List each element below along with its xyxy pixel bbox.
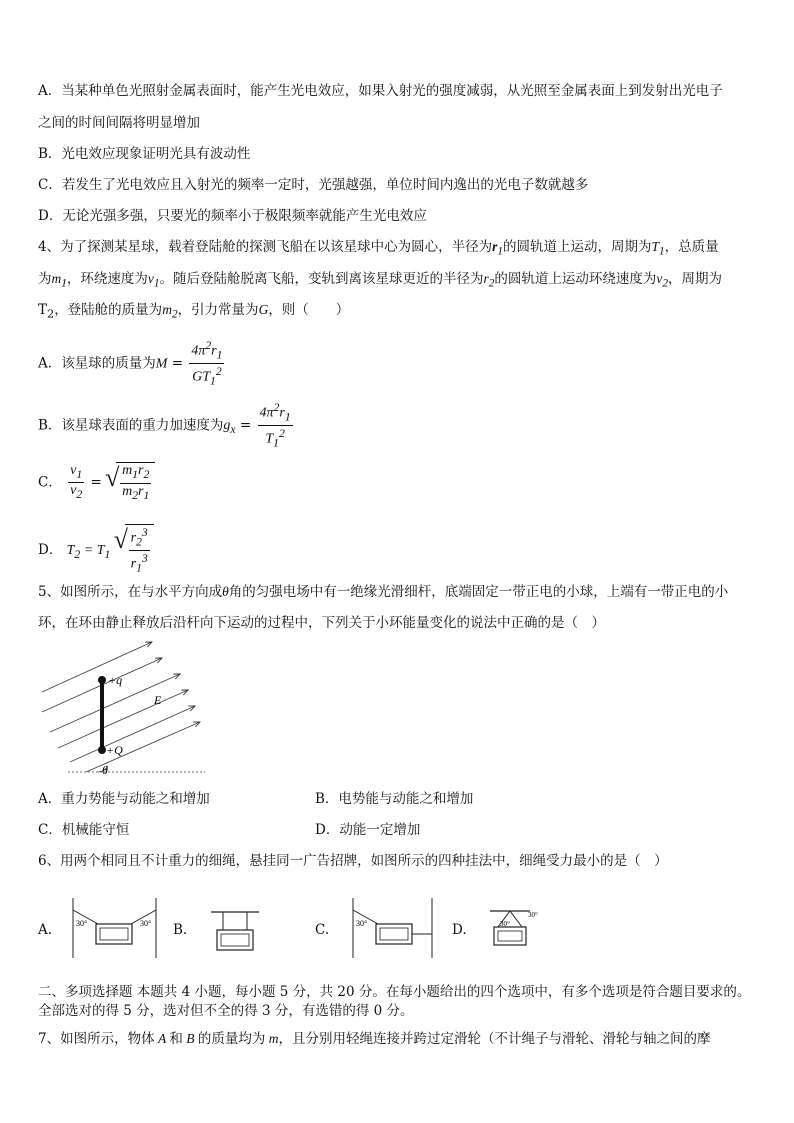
label-q: +q xyxy=(108,673,123,687)
q3-option-a-line1: A．当某种单色光照射金属表面时，能产生光电效应，如果入射光的强度减弱，从光照至金属表面上到发射出光电子 xyxy=(38,83,723,99)
q6-label-c: C. xyxy=(315,922,330,938)
q4-option-a: A．该星球的质量为M = $\frac{4\pi^2r_1}{GT_1^2}$ xyxy=(38,339,223,388)
q5-option-b: B．电势能与动能之和增加 xyxy=(315,791,474,807)
q3-option-b: B．光电效应现象证明光具有波动性 xyxy=(38,146,251,162)
q6-figure-a xyxy=(70,898,160,960)
angle-label: 30° xyxy=(76,919,88,928)
q4-stem-line1: 4、为了探测某星球，载着登陆舱的探测飞船在以该星球中心为圆心，半径为$r_1$的圆轨道上运动，周期为$T_1$，总质量 xyxy=(38,239,719,258)
q5-option-a: A．重力势能与动能之和增加 xyxy=(38,791,210,807)
label-E: E xyxy=(154,693,162,707)
q4-stem-line2: 为$m_1$，环绕速度为$v_1$。随后登陆舱脱离飞船，变轨到离该星球更近的半径为$r_2$的圆轨道上运动环绕速度为$v_2$，周期为 xyxy=(38,271,723,290)
angle-label: 30° xyxy=(528,911,538,919)
q5-stem-line2: 环，在环由静止释放后沿杆向下运动的过程中，下列关于小环能量变化的说法中正确的是（ ） xyxy=(38,615,605,631)
q3-option-a-line2: 之间的时间间隔将明显增加 xyxy=(38,115,200,131)
q6-figure-d xyxy=(490,905,550,950)
q5-electric-field-figure xyxy=(40,640,210,780)
q5-stem-line1: 5、如图所示，在与水平方向成θ角的匀强电场中有一绝缘光滑细杆，底端固定一带正电的小球，上端有一带正电的小 xyxy=(38,584,729,600)
q5-option-d: D．动能一定增加 xyxy=(315,822,421,838)
fixed-ball xyxy=(98,746,106,754)
q6-figure-c xyxy=(350,898,440,960)
q5-option-c: C．机械能守恒 xyxy=(38,822,130,838)
q6-label-d: D. xyxy=(452,922,467,938)
section-two-heading-line2: 全部选对的得 5 分，选对但不全的得 3 分，有选错的得 0 分。 xyxy=(38,1003,414,1019)
q4-option-b: B．该星球表面的重力加速度为$g_x$ = $\frac{4\pi^2r_1}{T_1^2}$ xyxy=(38,401,291,450)
section-two-heading-line1: 二、多项选择题 本题共 4 小题，每小题 5 分，共 20 分。在每小题给出的四个选项中，有多个选项是符合题目要求的。 xyxy=(38,984,751,1000)
q3-option-c: C．若发生了光电效应且入射光的频率一定时，光强越强，单位时间内逸出的光电子数就越多 xyxy=(38,177,589,193)
angle-label: 30° xyxy=(356,919,368,928)
q6-stem: 6、用两个相同且不计重力的细绳，悬挂同一广告招牌，如图所示的四种挂法中，细绳受力最小的是（ ） xyxy=(38,853,668,869)
q4-option-d: D． $T_2 = T_1$ √ $\frac{r_2^3}{r_1^3}$ xyxy=(38,524,154,577)
small-ring xyxy=(98,676,106,684)
q4-option-c: C． $\frac{v_1}{v_2}$ = √ $\frac{m_1r_2}{m_2r_1}$ xyxy=(38,462,155,504)
q6-label-a: A. xyxy=(38,922,53,938)
label-theta: θ xyxy=(102,763,108,777)
angle-label: 30° xyxy=(140,919,152,928)
q4-stem-line3: $T_2$，登陆舱的质量为$m_2$，引力常量为G，则（ ） xyxy=(38,302,350,321)
label-Q: +Q xyxy=(106,743,123,757)
q6-figure-b xyxy=(205,910,265,960)
angle-label: 30° xyxy=(500,920,510,928)
q6-label-b: B. xyxy=(173,922,188,938)
q3-option-d: D．无论光强多强，只要光的频率小于极限频率就能产生光电效应 xyxy=(38,208,427,224)
q7-stem: 7、如图所示，物体 A 和 B 的质量均为 m，且分别用轻绳连接并跨过定滑轮（不计绳子与滑轮、滑轮与轴之间的摩 xyxy=(38,1031,711,1047)
